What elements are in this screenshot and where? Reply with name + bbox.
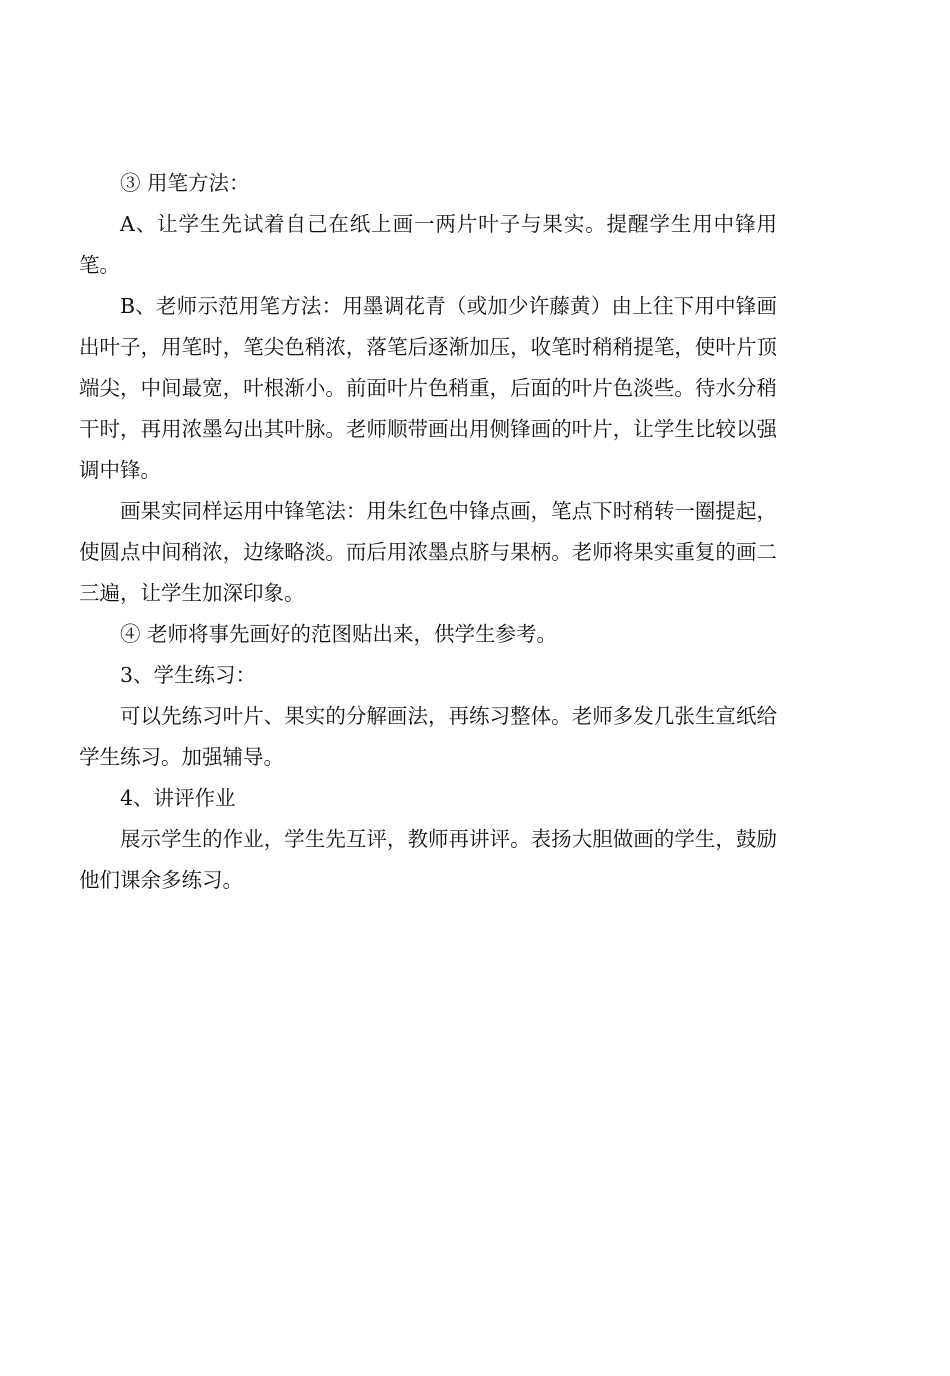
paragraph-student-practice-heading: 3、学生练习： [120,663,257,687]
paragraph-sample-display: ④ 老师将事先画好的范图贴出来，供学生参考。 [120,622,558,646]
paragraph-review: 展示学生的作业，学生先互评，教师再讲评。表扬大胆做画的学生，鼓励他们课余多练习。 [79,827,777,892]
paragraph-student-practice: 可以先练习叶片、果实的分解画法，再练习整体。老师多发几张生宣纸给学生练习。加强辅导。 [79,704,777,769]
paragraph-step-a: A、让学生先试着自己在纸上画一两片叶子与果实。提醒学生用中锋用笔。 [79,212,777,277]
paragraph-review-heading: 4、讲评作业 [120,786,236,810]
paragraph-fruit-method: 画果实同样运用中锋笔法：用朱红色中锋点画，笔点下时稍转一圈提起，使圆点中间稍浓，边缘略淡。而后用浓墨点脐与果柄。老师将果实重复的画二三遍，让学生加深印象。 [79,499,777,605]
paragraph-step-b: B、老师示范用笔方法：用墨调花青（或加少许藤黄）由上往下用中锋画出叶子，用笔时，笔尖色稍浓，落笔后逐渐加压，收笔时稍稍提笔，使叶片顶端尖，中间最宽，叶根渐小。前面叶片色稍重，后面的叶片色淡些。待水分稍干时，再用浓墨勾出其叶脉。老师顺带画出用侧锋画的叶片，让学生比较以强调中锋。 [79,294,777,482]
paragraph-brush-method-heading: ③ 用笔方法： [120,171,250,195]
document-body [79,163,777,901]
